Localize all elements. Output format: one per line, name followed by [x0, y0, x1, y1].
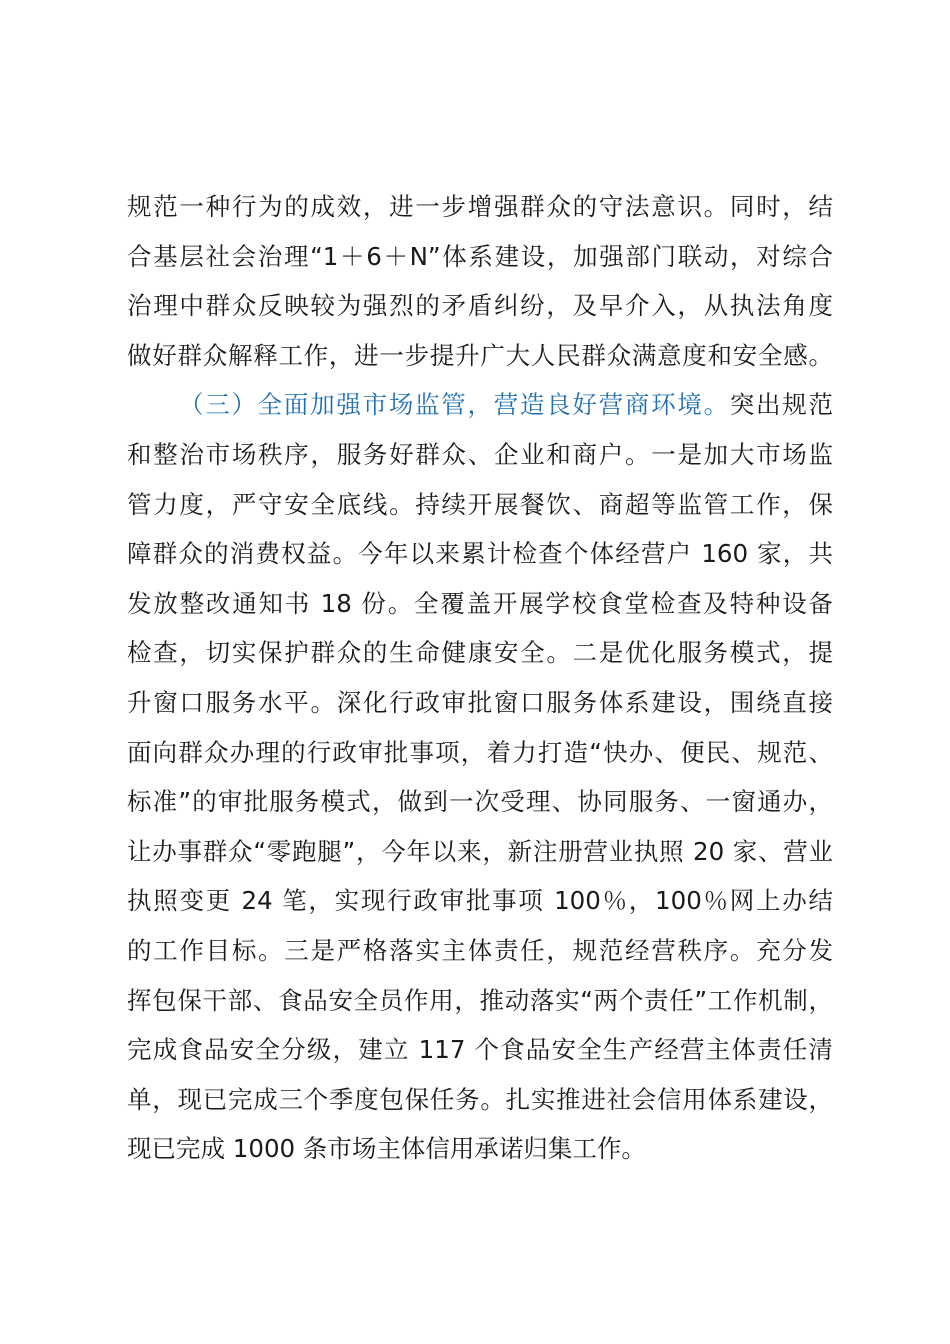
paragraph-line: 和整治市场秩序，服务好群众、企业和商户。一是加大市场监	[127, 439, 833, 469]
section-3-first-line	[127, 380, 833, 430]
paragraph-line: 合基层社会治理“1＋6＋N”体系建设，加强部门联动，对综合	[127, 241, 833, 271]
paragraph-line: 挥包保干部、食品安全员作用，推动落实“两个责任”工作机制，	[127, 985, 833, 1015]
paragraph-line: 治理中群众反映较为强烈的矛盾纠纷，及早介入，从执法角度	[127, 291, 833, 321]
paragraph-line: 做好群众解释工作，进一步提升广大人民群众满意度和安全感。	[127, 340, 833, 370]
paragraph-line: 升窗口服务水平。深化行政审批窗口服务体系建设，围绕直接	[127, 687, 833, 717]
section-3-first-line-rest: 突出规范	[729, 390, 833, 420]
section-3-paragraph	[127, 380, 833, 1174]
paragraph-line: 检查，切实保护群众的生命健康安全。二是优化服务模式，提	[127, 638, 833, 668]
paragraph-line: 障群众的消费权益。今年以来累计检查个体经营户 160 家，共	[127, 539, 833, 569]
paragraph-line: 面向群众办理的行政审批事项，着力打造“快办、便民、规范、	[127, 737, 833, 767]
paragraph-line: 发放整改通知书 18 份。全覆盖开展学校食堂检查及特种设备	[127, 588, 833, 618]
paragraph-line: 规范一种行为的成效，进一步增强群众的守法意识。同时，结	[127, 192, 833, 221]
paragraph-line: 管力度，严守安全底线。持续开展餐饮、商超等监管工作，保	[127, 489, 833, 519]
paragraph-line: 单，现已完成三个季度包保任务。扎实推进社会信用体系建设，	[127, 1084, 833, 1114]
section-3-heading: （三）全面加强市场监管，营造良好营商环境。	[179, 390, 730, 420]
paragraph-line: 的工作目标。三是严格落实主体责任，规范经营秩序。充分发	[127, 935, 833, 965]
paragraph-line: 现已完成 1000 条市场主体信用承诺归集工作。	[127, 1134, 646, 1164]
paragraph-line: 标准”的审批服务模式，做到一次受理、协同服务、一窗通办，	[127, 787, 833, 817]
paragraph-line: 完成食品安全分级，建立 117 个食品安全生产经营主体责任清	[127, 1035, 833, 1065]
paragraph-1	[127, 182, 833, 380]
paragraph-line: 让办事群众“零跑腿”，今年以来，新注册营业执照 20 家、营业	[127, 836, 833, 866]
document-body	[127, 182, 833, 1174]
paragraph-line: 执照变更 24 笔，实现行政审批事项 100％，100％网上办结	[127, 886, 833, 916]
